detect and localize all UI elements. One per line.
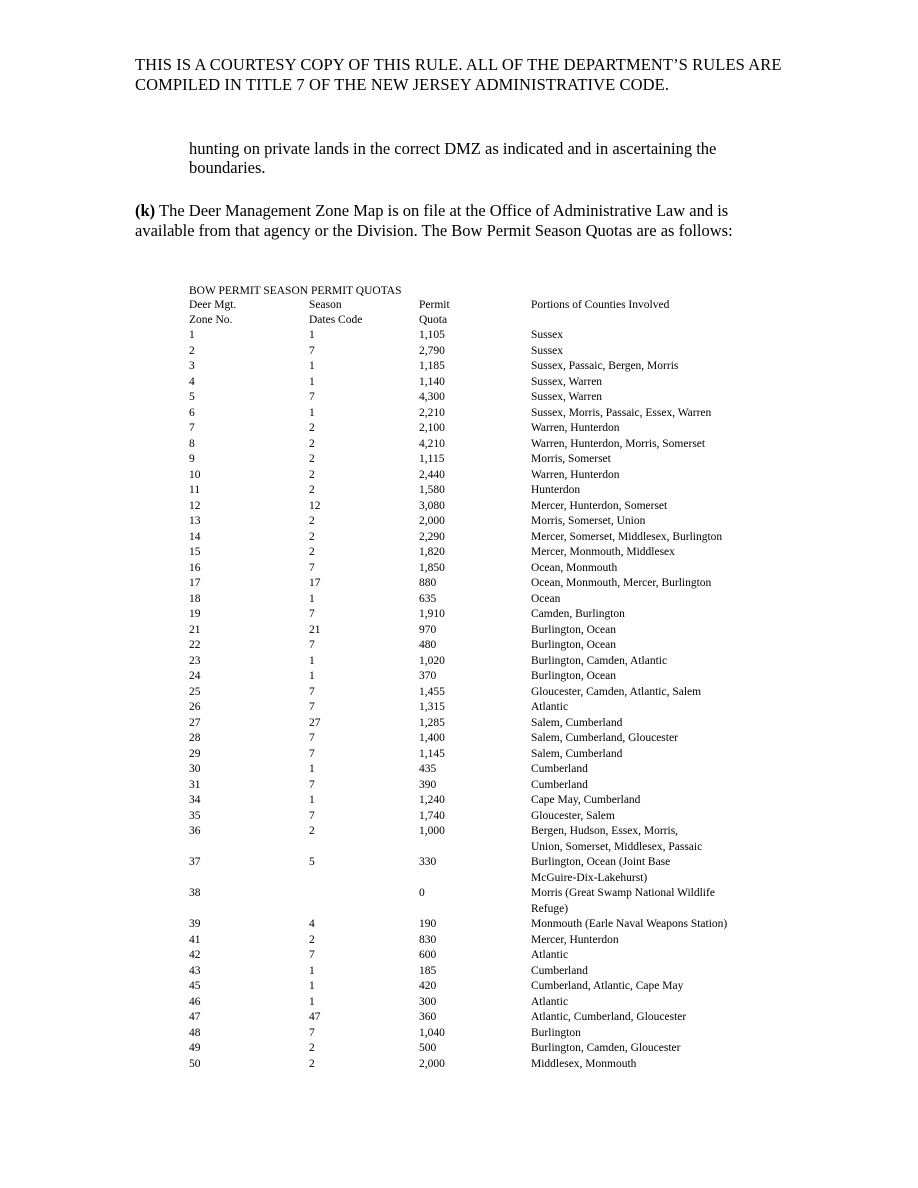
quota-cell: 2,790	[419, 344, 445, 357]
quota-cell: 1,820	[419, 546, 445, 558]
season-code-cell: 7	[309, 809, 315, 822]
table-row	[189, 793, 781, 809]
table-row	[189, 638, 781, 654]
counties-cell: Salem, Cumberland, Gloucester	[531, 732, 678, 744]
zone-cell: 23	[189, 654, 201, 667]
table-row	[189, 917, 781, 933]
quota-cell: 1,285	[419, 716, 445, 729]
counties-cell: Sussex	[531, 344, 563, 357]
season-code-cell: 1	[309, 763, 315, 775]
quota-cell: 1,145	[419, 747, 445, 760]
table-title: BOW PERMIT SEASON PERMIT QUOTAS	[189, 285, 402, 297]
zone-cell: 22	[189, 639, 201, 651]
table-row	[189, 669, 781, 685]
season-code-cell: 2	[309, 825, 315, 837]
quota-cell: 360	[419, 1011, 437, 1023]
counties-cell: Warren, Hunterdon	[531, 422, 620, 434]
zone-cell: 43	[189, 964, 201, 977]
quota-cell: 1,910	[419, 608, 445, 620]
table-row	[189, 530, 781, 546]
table-row	[189, 499, 781, 515]
quota-cell: 635	[419, 592, 437, 605]
quota-cell: 4,300	[419, 391, 445, 403]
season-code-cell: 7	[309, 701, 315, 713]
season-code-cell: 7	[309, 732, 315, 744]
counties-cell: Morris, Somerset	[531, 453, 611, 465]
zone-cell: 18	[189, 592, 201, 605]
season-code-cell: 1	[309, 964, 315, 977]
table-row	[189, 468, 781, 484]
table-row	[189, 948, 781, 964]
counties-cell: Burlington, Ocean (Joint Base McGuire-Dix-Lakehurst)	[531, 856, 671, 884]
zone-cell: 35	[189, 809, 201, 822]
zone-cell: 30	[189, 763, 201, 775]
quota-cell: 2,210	[419, 406, 445, 419]
zone-cell: 49	[189, 1042, 201, 1054]
season-code-cell: 7	[309, 608, 315, 620]
season-code-cell: 2	[309, 530, 315, 543]
zone-cell: 27	[189, 716, 201, 729]
quota-cell: 420	[419, 980, 437, 992]
season-code-cell: 2	[309, 484, 315, 496]
counties-cell: Atlantic	[531, 949, 569, 961]
counties-cell: Burlington, Ocean	[531, 670, 616, 682]
zone-cell: 39	[189, 918, 201, 930]
counties-cell: Warren, Hunterdon, Morris, Somerset	[531, 437, 706, 450]
quota-cell: 830	[419, 933, 437, 946]
table-row	[189, 483, 781, 499]
season-code-cell: 2	[309, 933, 315, 946]
zone-cell: 34	[189, 794, 201, 806]
header-counties: Portions of Counties Involved	[531, 299, 670, 311]
counties-cell: Sussex, Warren	[531, 391, 603, 403]
quota-cell: 1,115	[419, 453, 445, 465]
season-code-cell: 2	[309, 422, 315, 434]
quota-cell: 1,580	[419, 484, 445, 496]
season-code-cell: 7	[309, 949, 315, 961]
season-code-cell: 2	[309, 546, 315, 558]
counties-cell: Morris (Great Swamp National Wildlife Refuge)	[531, 887, 715, 915]
counties-cell: Burlington, Camden, Gloucester	[531, 1042, 681, 1054]
counties-cell: Burlington, Ocean	[531, 639, 616, 651]
zone-cell: 4	[189, 375, 195, 388]
zone-cell: 7	[189, 422, 195, 434]
counties-cell: Salem, Cumberland	[531, 747, 623, 760]
zone-cell: 29	[189, 747, 201, 760]
table-row	[189, 359, 781, 375]
quota-cell: 3,080	[419, 499, 445, 512]
quota-cell: 1,040	[419, 1026, 445, 1039]
zone-cell: 13	[189, 515, 201, 527]
season-code-cell: 1	[309, 360, 315, 372]
quota-cell: 1,315	[419, 701, 445, 713]
bow-permit-quota-table	[189, 298, 781, 1072]
zone-cell: 37	[189, 856, 201, 868]
table-row	[189, 979, 781, 995]
quota-cell: 1,740	[419, 809, 445, 822]
quota-cell: 190	[419, 918, 437, 930]
table-row	[189, 778, 781, 794]
counties-cell: Cumberland	[531, 964, 588, 977]
table-body	[189, 328, 781, 1072]
table-row	[189, 654, 781, 670]
season-code-cell: 1	[309, 375, 315, 388]
zone-cell: 41	[189, 933, 201, 946]
table-row	[189, 685, 781, 701]
counties-cell: Sussex	[531, 329, 563, 341]
counties-cell: Burlington, Camden, Atlantic	[531, 654, 668, 667]
quota-cell: 1,185	[419, 360, 445, 372]
quota-cell: 970	[419, 623, 437, 636]
quota-cell: 330	[419, 856, 437, 868]
zone-cell: 15	[189, 546, 201, 558]
season-code-cell: 1	[309, 406, 315, 419]
season-code-cell: 7	[309, 685, 315, 698]
zone-cell: 17	[189, 577, 201, 589]
zone-cell: 38	[189, 887, 201, 899]
quota-cell: 2,100	[419, 422, 445, 434]
zone-cell: 50	[189, 1057, 201, 1070]
zone-cell: 16	[189, 561, 201, 574]
zone-cell: 36	[189, 825, 201, 837]
zone-cell: 24	[189, 670, 201, 682]
table-row	[189, 700, 781, 716]
table-row	[189, 809, 781, 825]
table-row	[189, 344, 781, 360]
zone-cell: 28	[189, 732, 201, 744]
counties-cell: Gloucester, Camden, Atlantic, Salem	[531, 685, 702, 698]
table-row	[189, 995, 781, 1011]
counties-cell: Sussex, Morris, Passaic, Essex, Warren	[531, 406, 712, 419]
counties-cell: Sussex, Passaic, Bergen, Morris	[531, 360, 679, 372]
season-code-cell: 7	[309, 778, 315, 791]
quota-cell: 1,140	[419, 375, 445, 388]
table-row	[189, 964, 781, 980]
quota-cell: 1,020	[419, 654, 445, 667]
zone-cell: 48	[189, 1026, 201, 1039]
quota-cell: 4,210	[419, 437, 445, 450]
season-code-cell: 7	[309, 1026, 315, 1039]
table-row	[189, 421, 781, 437]
paragraph-k-label: (k)	[135, 201, 156, 220]
table-row	[189, 561, 781, 577]
season-code-cell: 2	[309, 515, 315, 527]
quota-cell: 880	[419, 577, 437, 589]
season-code-cell: 7	[309, 391, 315, 403]
season-code-cell: 2	[309, 453, 315, 465]
table-row	[189, 592, 781, 608]
season-code-cell: 2	[309, 468, 315, 481]
quota-cell: 2,000	[419, 515, 445, 527]
counties-cell: Sussex, Warren	[531, 375, 603, 388]
quota-cell: 300	[419, 995, 437, 1008]
zone-cell: 25	[189, 685, 201, 698]
counties-cell: Camden, Burlington	[531, 608, 625, 620]
table-row	[189, 375, 781, 391]
zone-cell: 11	[189, 484, 201, 496]
header-quota: Permit Quota	[419, 299, 450, 326]
counties-cell: Monmouth (Earle Naval Weapons Station)	[531, 918, 728, 930]
quota-cell: 185	[419, 964, 437, 977]
counties-cell: Hunterdon	[531, 484, 581, 496]
season-code-cell: 27	[309, 716, 321, 729]
table-row	[189, 545, 781, 561]
quota-cell: 600	[419, 949, 437, 961]
zone-cell: 46	[189, 995, 201, 1008]
table-row	[189, 514, 781, 530]
season-code-cell: 1	[309, 995, 315, 1008]
table-row	[189, 390, 781, 406]
season-code-cell: 1	[309, 592, 315, 605]
counties-cell: Cumberland	[531, 763, 588, 775]
table-row	[189, 716, 781, 732]
zone-cell: 5	[189, 391, 195, 403]
season-code-cell: 7	[309, 639, 315, 651]
table-row	[189, 328, 781, 344]
zone-cell: 9	[189, 453, 195, 465]
table-row	[189, 747, 781, 763]
table-row	[189, 607, 781, 623]
season-code-cell: 7	[309, 344, 315, 357]
quota-cell: 1,105	[419, 329, 445, 341]
table-row	[189, 452, 781, 468]
zone-cell: 45	[189, 980, 201, 992]
counties-cell: Warren, Hunterdon	[531, 468, 620, 481]
zone-cell: 10	[189, 468, 201, 481]
zone-cell: 47	[189, 1011, 201, 1023]
table-row	[189, 1041, 781, 1057]
counties-cell: Ocean, Monmouth, Mercer, Burlington	[531, 577, 712, 589]
counties-cell: Atlantic, Cumberland, Gloucester	[531, 1011, 687, 1023]
table-row	[189, 762, 781, 778]
counties-cell: Atlantic	[531, 701, 569, 713]
counties-cell: Ocean	[531, 592, 561, 605]
table-row	[189, 731, 781, 747]
quota-cell: 390	[419, 778, 437, 791]
season-code-cell: 1	[309, 670, 315, 682]
zone-cell: 8	[189, 437, 195, 450]
counties-cell: Ocean, Monmouth	[531, 561, 618, 574]
counties-cell: Cape May, Cumberland	[531, 794, 641, 806]
quota-cell: 1,400	[419, 732, 445, 744]
zone-cell: 6	[189, 406, 195, 419]
season-code-cell	[309, 886, 419, 917]
zone-cell: 3	[189, 360, 195, 372]
season-code-cell: 4	[309, 918, 315, 930]
continuation-paragraph: hunting on private lands in the correct DMZ as indicated and in ascertaining the boundaries.	[189, 139, 717, 177]
quota-cell: 0	[419, 887, 425, 899]
counties-cell: Morris, Somerset, Union	[531, 515, 646, 527]
season-code-cell: 2	[309, 437, 315, 450]
table-row	[189, 576, 781, 592]
quota-cell: 2,000	[419, 1057, 445, 1070]
quota-cell: 370	[419, 670, 437, 682]
table-row	[189, 1010, 781, 1026]
season-code-cell: 1	[309, 980, 315, 992]
quota-cell: 1,000	[419, 825, 445, 837]
counties-cell: Burlington, Ocean	[531, 623, 616, 636]
zone-cell: 14	[189, 530, 201, 543]
header-zone: Deer Mgt. Zone No.	[189, 299, 237, 326]
counties-cell: Mercer, Hunterdon, Somerset	[531, 499, 668, 512]
season-code-cell: 7	[309, 747, 315, 760]
counties-cell: Gloucester, Salem	[531, 809, 615, 822]
quota-cell: 2,290	[419, 530, 445, 543]
table-header-row	[189, 298, 781, 328]
counties-cell: Middlesex, Monmouth	[531, 1057, 637, 1070]
season-code-cell: 21	[309, 623, 321, 636]
quota-cell: 1,455	[419, 685, 445, 698]
season-code-cell: 5	[309, 856, 315, 868]
counties-cell: Atlantic	[531, 995, 569, 1008]
table-row	[189, 1026, 781, 1042]
season-code-cell: 2	[309, 1042, 315, 1054]
table-row	[189, 623, 781, 639]
table-row	[189, 886, 781, 917]
quota-cell: 1,850	[419, 561, 445, 574]
counties-cell: Mercer, Monmouth, Middlesex	[531, 546, 675, 558]
season-code-cell: 47	[309, 1011, 321, 1023]
table-row	[189, 406, 781, 422]
table-row	[189, 437, 781, 453]
season-code-cell: 12	[309, 499, 321, 512]
table-row	[189, 1057, 781, 1073]
quota-cell: 2,440	[419, 468, 445, 481]
table-row	[189, 824, 781, 855]
zone-cell: 42	[189, 949, 201, 961]
season-code-cell: 1	[309, 654, 315, 667]
season-code-cell: 7	[309, 561, 315, 574]
counties-cell: Mercer, Hunterdon	[531, 933, 619, 946]
counties-cell: Cumberland, Atlantic, Cape May	[531, 980, 684, 992]
zone-cell: 19	[189, 608, 201, 620]
quota-cell: 500	[419, 1042, 437, 1054]
paragraph-k	[135, 201, 785, 240]
season-code-cell: 1	[309, 794, 315, 806]
zone-cell: 21	[189, 623, 201, 636]
table-row	[189, 855, 781, 886]
zone-cell: 12	[189, 499, 201, 512]
season-code-cell: 2	[309, 1057, 315, 1070]
quota-cell: 1,240	[419, 794, 445, 806]
counties-cell: Mercer, Somerset, Middlesex, Burlington	[531, 530, 723, 543]
counties-cell: Burlington	[531, 1026, 581, 1039]
zone-cell: 2	[189, 344, 195, 357]
counties-cell: Bergen, Hudson, Essex, Morris, Union, Somerset, Middlesex, Passaic	[531, 825, 703, 853]
paragraph-k-text: The Deer Management Zone Map is on file at the Office of Administrative Law and is available from that agency or the Division. The Bow Permit Season Quotas are as follows:	[135, 201, 733, 240]
zone-cell: 1	[189, 329, 195, 341]
header-season: Season Dates Code	[309, 299, 363, 326]
zone-cell: 31	[189, 778, 201, 791]
quota-cell: 480	[419, 639, 437, 651]
counties-cell: Salem, Cumberland	[531, 716, 623, 729]
table-row	[189, 933, 781, 949]
season-code-cell: 1	[309, 329, 315, 341]
zone-cell: 26	[189, 701, 201, 713]
counties-cell: Cumberland	[531, 778, 588, 791]
quota-cell: 435	[419, 763, 437, 775]
courtesy-copy-header: THIS IS A COURTESY COPY OF THIS RULE. ALL OF THE DEPARTMENT’S RULES ARE COMPILED IN TITLE 7 OF THE NEW JERSEY ADMINISTRATIVE CODE.	[135, 55, 782, 94]
season-code-cell: 17	[309, 577, 321, 589]
